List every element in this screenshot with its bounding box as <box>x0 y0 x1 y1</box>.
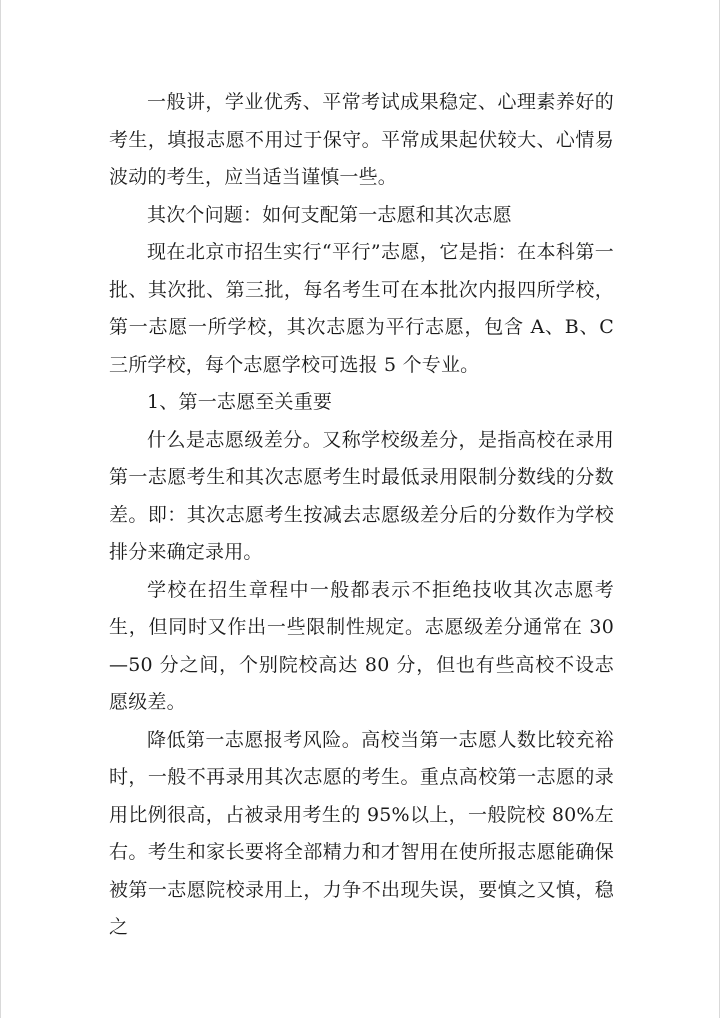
paragraph-admission-rules: 学校在招生章程中一般都表示不拒绝技收其次志愿考生，但同时又作出一些限制性规定。志愿级差分通常在 30—50 分之间，个别院校高达 80 分，但也有些高校不设志愿级差。 <box>109 578 614 713</box>
paragraph-reduce-risk: 降低第一志愿报考风险。高校当第一志愿人数比较充裕时，一般不再录用其次志愿的考生。重点高校第一志愿的录用比例很高，占被录用考生的 95%以上，一般院校 80%左右。考生和家长要将全部精力和才智用在使所报志愿能确保被第一志愿院校录用上，力争不出现失误，要慎之又慎，稳之 <box>109 728 614 938</box>
paragraph-intro: 一般讲，学业优秀、平常考试成果稳定、心理素养好的考生，填报志愿不用过于保守。平常成果起伏较大、心情易波动的考生，应当适当谨慎一些。 <box>109 91 614 188</box>
section-heading-second-question: 其次个问题：如何支配第一志愿和其次志愿 <box>147 203 512 226</box>
paragraph-parallel-volunteer: 现在北京市招生实行“平行”志愿，它是指：在本科第一批、其次批、第三批，每名考生可在本批次内报四所学校，第一志愿一所学校，其次志愿为平行志愿，包含 A、B、C 三所学校，每个志愿学校可选报 5 个专业。 <box>109 241 614 376</box>
document-body <box>109 84 614 947</box>
paragraph-grade-difference: 什么是志愿级差分。又称学校级差分，是指高校在录用第一志愿考生和其次志愿考生时最低录用限制分数线的分数差。即：其次志愿考生按减去志愿级差分后的分数作为学校排分来确定录用。 <box>109 428 614 563</box>
subheading-first-choice: 1、第一志愿至关重要 <box>147 391 333 413</box>
